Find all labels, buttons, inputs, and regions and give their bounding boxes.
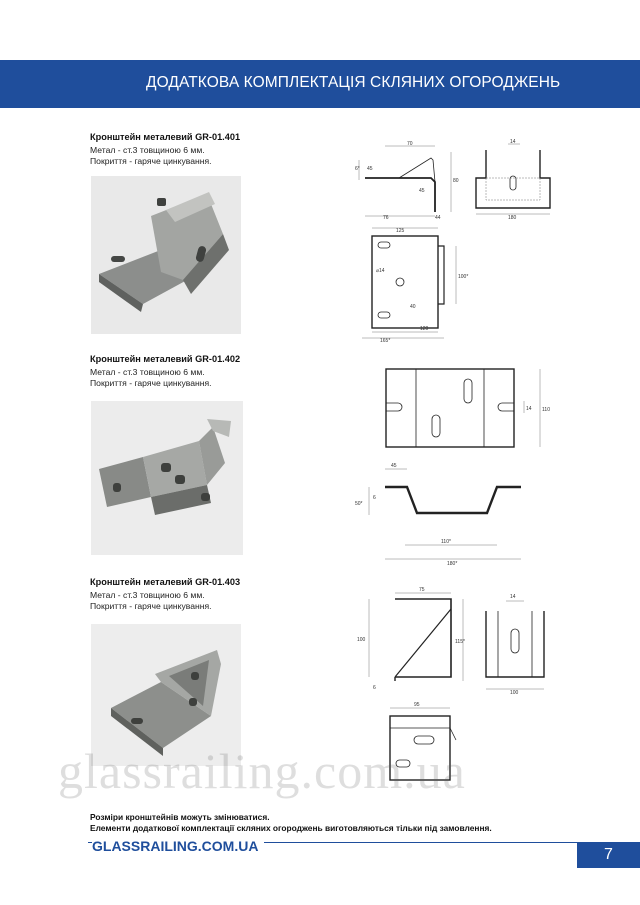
drawing-403-side: [355, 585, 475, 695]
svg-text:100: 100: [510, 690, 519, 696]
item-material-401: Метал - ст.3 товщиною 6 мм.: [90, 145, 205, 155]
item-material-403: Метал - ст.3 товщиною 6 мм.: [90, 590, 205, 600]
drawing-401-plan: [362, 224, 467, 342]
svg-text:14: 14: [526, 406, 532, 412]
svg-text:70: 70: [407, 141, 413, 147]
svg-text:180: 180: [508, 215, 517, 221]
svg-text:180*: 180*: [447, 561, 458, 567]
svg-text:80: 80: [453, 178, 459, 184]
page-title: ДОДАТКОВА КОМПЛЕКТАЦІЯ СКЛЯНИХ ОГОРОДЖЕНЬ: [146, 74, 561, 91]
item-coating-401: Покриття - гаряче цинкування.: [90, 156, 212, 166]
svg-text:165*: 165*: [380, 338, 391, 344]
drawing-401-front: [468, 140, 558, 220]
svg-text:6: 6: [373, 685, 376, 691]
svg-text:76: 76: [383, 215, 389, 221]
bracket-photo-402: [91, 401, 243, 555]
page-number: 7: [577, 842, 640, 868]
svg-text:110*: 110*: [441, 539, 451, 545]
item-material-402: Метал - ст.3 товщиною 6 мм.: [90, 367, 205, 377]
item-coating-402: Покриття - гаряче цинкування.: [90, 378, 212, 388]
svg-text:14: 14: [510, 139, 516, 145]
item-title-402: Кронштейн металевий GR-01.402: [90, 354, 241, 364]
svg-text:45: 45: [419, 188, 425, 194]
svg-text:120: 120: [420, 326, 429, 332]
drawing-401-side: [355, 140, 460, 220]
svg-text:75: 75: [419, 587, 425, 593]
watermark: glassrailing.com.ua: [58, 743, 466, 799]
drawing-403-front: [478, 585, 558, 695]
svg-text:95: 95: [414, 702, 420, 708]
drawing-402-side: [355, 455, 545, 567]
header-banner: [0, 60, 640, 108]
svg-text:45: 45: [367, 166, 373, 172]
item-coating-403: Покриття - гаряче цинкування.: [90, 601, 212, 611]
note-order: Елементи додаткової комплектації скляних огороджень виготовляються тільки під замовлення.: [90, 823, 492, 833]
svg-text:100*: 100*: [458, 274, 469, 280]
svg-text:125: 125: [396, 228, 405, 234]
bracket-photo-401: [91, 176, 241, 334]
svg-text:40: 40: [410, 304, 416, 310]
svg-text:44: 44: [435, 215, 441, 221]
drawing-402-plan: [376, 363, 551, 453]
svg-text:6: 6: [373, 495, 376, 501]
item-title-401: Кронштейн металевий GR-01.401: [90, 132, 241, 142]
svg-text:100: 100: [357, 637, 366, 643]
svg-text:14: 14: [510, 594, 516, 600]
svg-text:50*: 50*: [355, 501, 363, 507]
svg-text:45: 45: [391, 463, 397, 469]
item-title-403: Кронштейн металевий GR-01.403: [90, 577, 241, 587]
svg-text:115*: 115*: [455, 639, 465, 645]
svg-text:110: 110: [542, 407, 550, 413]
note-sizes: Розміри кронштейнів можуть змінюватися.: [90, 812, 270, 822]
footer-site-link[interactable]: GLASSRAILING.COM.UA: [92, 838, 264, 854]
svg-text:6*: 6*: [355, 166, 360, 172]
svg-text:⌀14: ⌀14: [376, 268, 385, 274]
